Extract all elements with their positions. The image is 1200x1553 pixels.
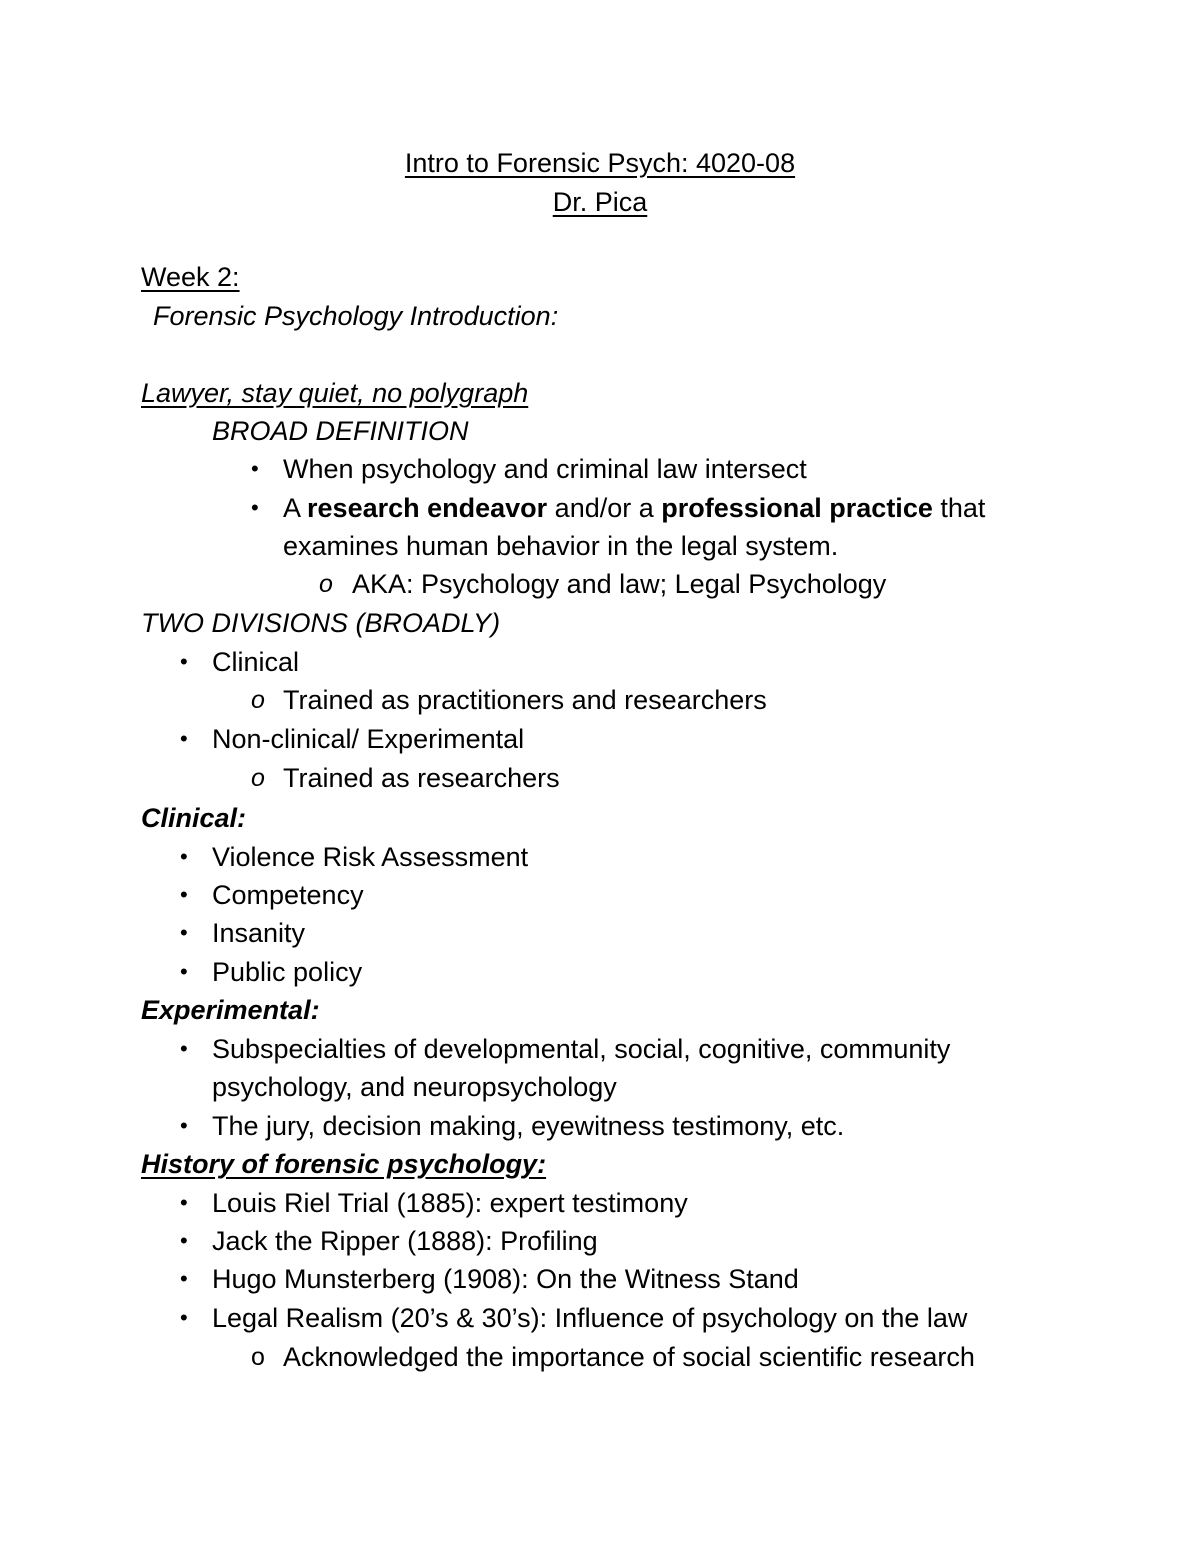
sub-bullet-icon: o (251, 1343, 265, 1371)
week-heading: Week 2: (141, 262, 240, 292)
clinical-heading: Clinical: (141, 803, 247, 833)
list-item: Hugo Munsterberg (1908): On the Witness Stand (212, 1264, 799, 1294)
list-item (283, 489, 985, 527)
list-item-continuation: examines human behavior in the legal system. (283, 531, 839, 561)
bullet-icon: • (180, 844, 188, 869)
list-item: When psychology and criminal law intersect (283, 454, 807, 484)
text-run: A (283, 493, 308, 523)
bullet-icon: • (180, 920, 188, 945)
bullet-icon: • (180, 1305, 188, 1330)
list-item: Competency (212, 880, 364, 910)
bullet-icon: • (251, 456, 259, 481)
broad-definition-heading: BROAD DEFINITION (212, 416, 469, 446)
list-item: Insanity (212, 918, 306, 948)
list-item: Public policy (212, 957, 363, 987)
bullet-icon: • (180, 1266, 188, 1291)
list-item: Legal Realism (20’s & 30’s): Influence of psychology on the law (212, 1303, 968, 1333)
course-title: Intro to Forensic Psych: 4020-08 (404, 148, 796, 178)
list-item: Non-clinical/ Experimental (212, 724, 525, 754)
sub-bullet-icon: o (251, 686, 265, 714)
bold-term: professional practice (661, 493, 933, 523)
bold-term: research endeavor (307, 493, 548, 523)
topic-heading: Forensic Psychology Introduction: (153, 301, 559, 331)
bullet-icon: • (251, 495, 259, 520)
sub-list-item: AKA: Psychology and law; Legal Psychology (352, 569, 887, 599)
sub-bullet-icon: o (251, 764, 265, 792)
experimental-heading: Experimental: (141, 995, 320, 1025)
history-heading: History of forensic psychology: (141, 1149, 547, 1179)
bullet-icon: • (180, 882, 188, 907)
instructor-name: Dr. Pica (552, 187, 648, 217)
sub-bullet-icon: o (319, 570, 333, 598)
sub-list-item: Acknowledged the importance of social scientific research (283, 1342, 975, 1372)
bullet-icon: • (180, 1190, 188, 1215)
list-item: Jack the Ripper (1888): Profiling (212, 1226, 598, 1256)
list-item: Clinical (212, 647, 300, 677)
sub-list-item: Trained as researchers (283, 763, 560, 793)
text-run: and/or a (547, 493, 662, 523)
bullet-icon: • (180, 959, 188, 984)
bullet-icon: • (180, 649, 188, 674)
bullet-icon: • (180, 1113, 188, 1138)
bullet-icon: • (180, 1036, 188, 1061)
list-item: Subspecialties of developmental, social, cognitive, community (212, 1034, 951, 1064)
bullet-icon: • (180, 1228, 188, 1253)
text-run: that (932, 493, 986, 523)
sub-list-item: Trained as practitioners and researchers (283, 685, 767, 715)
lawyer-heading: Lawyer, stay quiet, no polygraph (141, 378, 529, 408)
two-divisions-heading: TWO DIVISIONS (BROADLY) (141, 608, 501, 638)
list-item: Violence Risk Assessment (212, 842, 529, 872)
list-item: Louis Riel Trial (1885): expert testimony (212, 1188, 688, 1218)
bullet-icon: • (180, 726, 188, 751)
list-item: The jury, decision making, eyewitness testimony, etc. (212, 1111, 845, 1141)
list-item-continuation: psychology, and neuropsychology (212, 1072, 617, 1102)
